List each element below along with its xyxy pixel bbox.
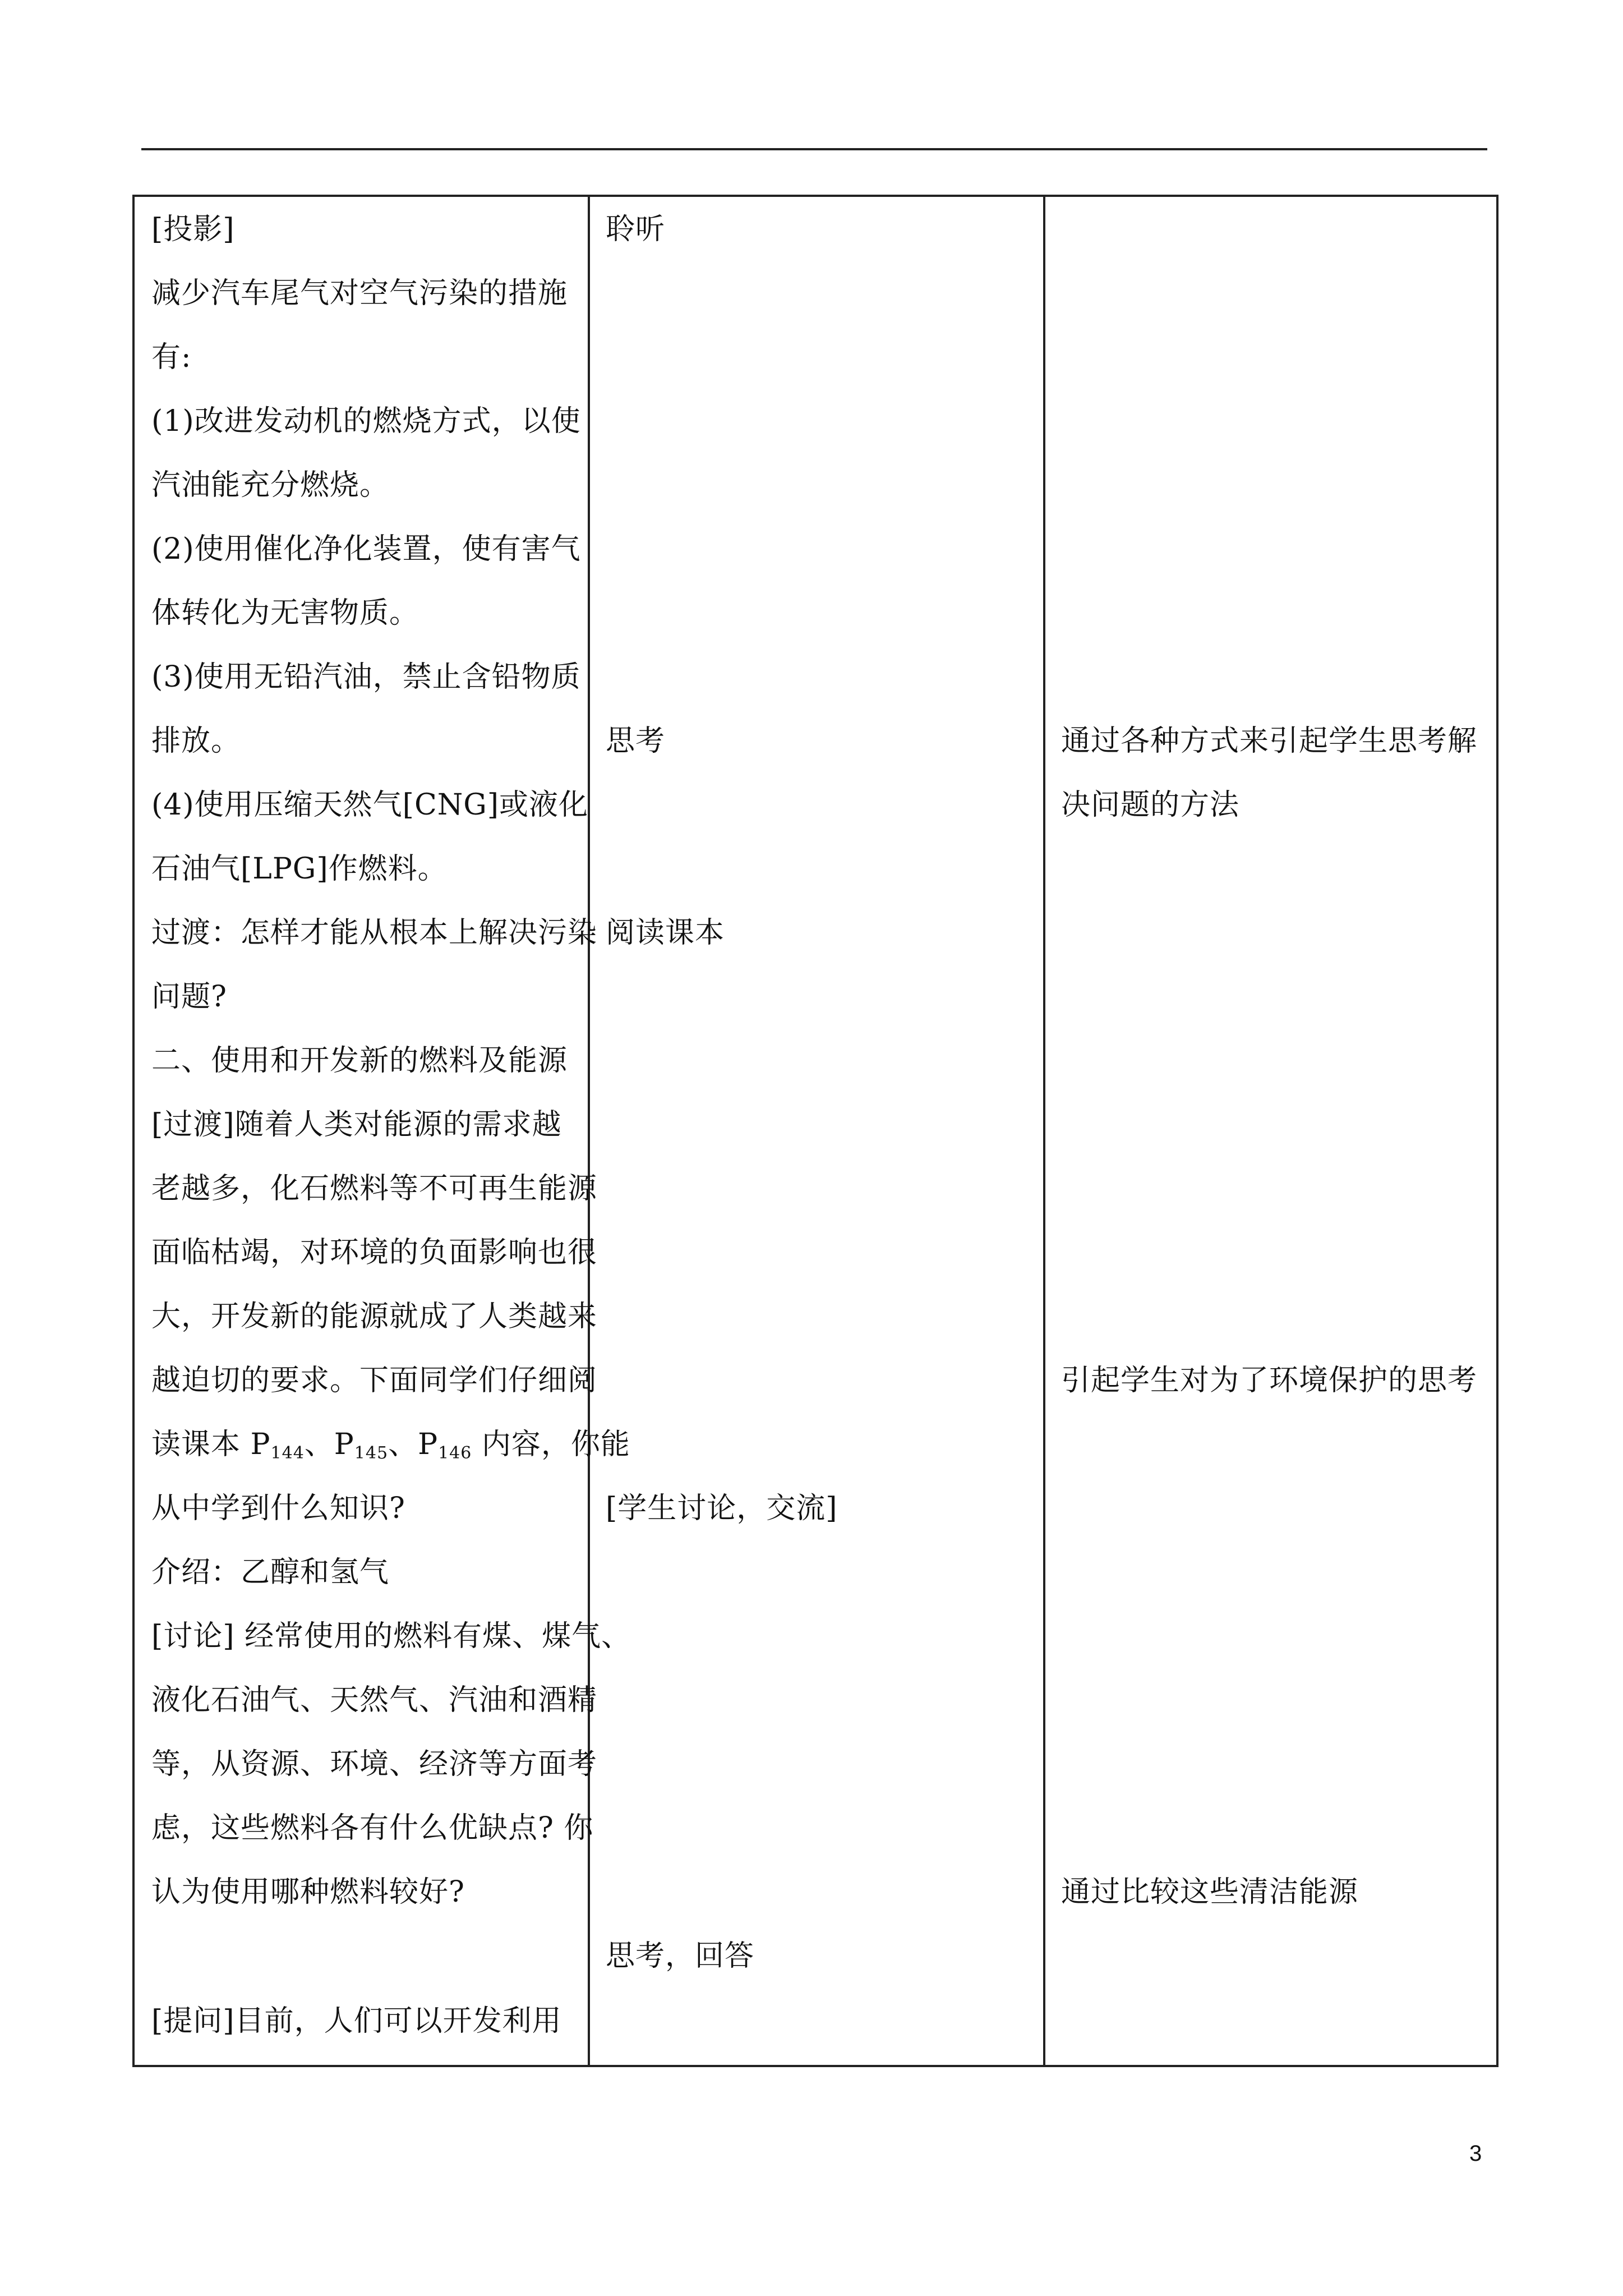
teacher-text-line: [过渡]随着人类对能源的需求越 — [151, 1108, 562, 1142]
teacher-text-line: 液化石油气、天然气、汽油和酒精 — [151, 1683, 598, 1717]
page-subscript: 144 — [270, 1443, 305, 1463]
teacher-text-line: 石油气[LPG]作燃料。 — [151, 852, 448, 886]
teacher-text-line: 介绍：乙醇和氢气 — [151, 1556, 390, 1589]
teacher-text-line: 面临枯竭，对环境的负面影响也很 — [151, 1236, 598, 1269]
teacher-text-line: [提问]目前，人们可以开发利用 — [151, 2004, 562, 2038]
teacher-text-line: 认为使用哪种燃料较好? — [151, 1875, 465, 1909]
header-rule — [141, 148, 1487, 150]
student-activity: 阅读课本 — [606, 916, 725, 950]
student-activity: 聆听 — [606, 213, 666, 246]
teacher-text-line: 虑，这些燃料各有什么优缺点? 你 — [151, 1811, 594, 1845]
teacher-text-line: 老越多，化石燃料等不可再生能源 — [151, 1172, 598, 1205]
teacher-text-line: (3)使用无铅汽油，禁止含铅物质 — [151, 660, 581, 694]
reading-separator: 、P — [388, 1428, 439, 1461]
design-intent: 通过比较这些清洁能源 — [1061, 1875, 1359, 1909]
teacher-text-line: 问题? — [151, 980, 227, 1014]
teacher-text-line: [投影] — [151, 213, 235, 246]
design-intent: 通过各种方式来引起学生思考解 — [1061, 724, 1478, 758]
reading-prefix: 读课本 P — [151, 1428, 271, 1461]
teacher-text-line: 等，从资源、环境、经济等方面考 — [151, 1747, 598, 1781]
page-number: 3 — [1469, 2141, 1482, 2166]
teacher-text-line: 从中学到什么知识? — [151, 1492, 405, 1525]
column-divider — [588, 197, 590, 2065]
page-subscript: 146 — [438, 1443, 472, 1463]
student-activity: 思考，回答 — [606, 1939, 755, 1973]
teacher-text-line: 过渡：怎样才能从根本上解决污染 — [151, 916, 598, 950]
student-activity: [学生讨论，交流] — [606, 1492, 838, 1525]
reading-separator: 、P — [304, 1428, 354, 1461]
teacher-text-line: (1)改进发动机的燃烧方式，以使 — [151, 404, 581, 438]
column-divider — [1043, 197, 1045, 2065]
reading-suffix: 内容，你能 — [472, 1428, 630, 1461]
teacher-text-line: (4)使用压缩天然气[CNG]或液化 — [151, 788, 589, 822]
teacher-text-line: (2)使用催化净化装置，使有害气 — [151, 532, 581, 566]
page-subscript: 145 — [354, 1443, 389, 1463]
lesson-table — [132, 195, 1498, 2067]
student-activity: 思考 — [606, 724, 666, 758]
design-intent: 决问题的方法 — [1061, 788, 1240, 822]
teacher-text-line: 汽油能充分燃烧。 — [151, 468, 390, 502]
teacher-text-line: 大，开发新的能源就成了人类越来 — [151, 1300, 598, 1333]
teacher-text-line: [讨论] 经常使用的燃料有煤、煤气、 — [151, 1619, 631, 1653]
teacher-text-line: 体转化为无害物质。 — [151, 596, 419, 630]
teacher-text-line: 越迫切的要求。下面同学们仔细阅 — [151, 1364, 598, 1397]
reading-assignment-line — [151, 1428, 630, 1461]
section-heading: 二、使用和开发新的燃料及能源 — [151, 1044, 568, 1078]
teacher-text-line: 减少汽车尾气对空气污染的措施 — [151, 277, 568, 310]
teacher-text-line: 排放。 — [151, 724, 241, 758]
design-intent: 引起学生对为了环境保护的思考 — [1061, 1364, 1478, 1397]
teacher-text-line: 有: — [151, 341, 192, 374]
